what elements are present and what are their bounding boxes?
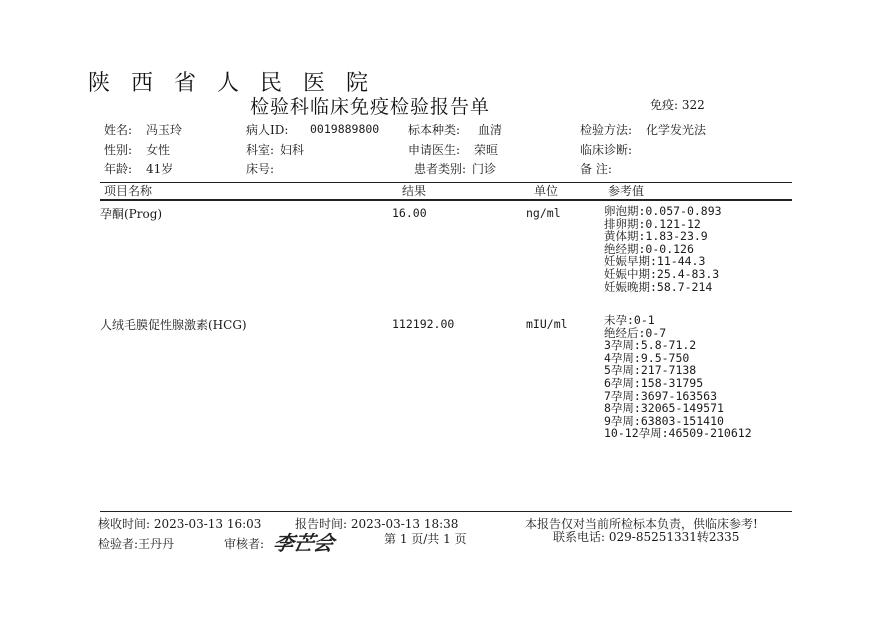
table-top-rule bbox=[100, 182, 792, 183]
name-label: 姓名: bbox=[104, 123, 133, 137]
reference-range: 绝经期:0-0.126 bbox=[604, 241, 694, 256]
reference-range: 未孕:0-1 bbox=[604, 313, 655, 327]
patient-age: 41岁 bbox=[146, 162, 174, 176]
reviewer-label: 审核者: bbox=[224, 537, 265, 551]
report-number: 免疫: 322 bbox=[650, 98, 705, 112]
hospital-name: 陕西省人民医院 bbox=[88, 71, 390, 96]
reference-range: 妊娠中期:25.4-83.3 bbox=[604, 266, 720, 281]
test-method: 化学发光法 bbox=[646, 123, 707, 137]
reference-range: 5孕周:217-7138 bbox=[604, 363, 697, 378]
patient-id: 0019889800 bbox=[310, 122, 380, 136]
examiner: 检验者:王丹丹 bbox=[98, 537, 175, 551]
dept-label: 科室: bbox=[246, 143, 275, 157]
reference-range: 7孕周:3697-163563 bbox=[604, 388, 718, 403]
reference-range: 9孕周:63803-151410 bbox=[604, 413, 724, 428]
requesting-doctor: 荣晅 bbox=[474, 143, 499, 157]
reference-range: 排卵期:0.121-12 bbox=[604, 216, 701, 231]
age-label: 年龄: bbox=[104, 162, 133, 176]
bed-label: 床号: bbox=[246, 162, 275, 176]
diagnosis-label: 临床诊断: bbox=[580, 143, 633, 157]
col-header-unit: 单位 bbox=[534, 184, 559, 198]
patient-sex: 女性 bbox=[146, 143, 171, 157]
sex-label: 性别: bbox=[104, 143, 133, 157]
col-header-result: 结果 bbox=[402, 184, 427, 198]
reference-range: 10-12孕周:46509-210612 bbox=[604, 426, 752, 441]
page-number: 第 1 页/共 1 页 bbox=[384, 532, 467, 546]
reference-range: 妊娠晚期:58.7-214 bbox=[604, 279, 713, 294]
reference-range: 妊娠早期:11-44.3 bbox=[604, 254, 706, 269]
patient-name: 冯玉玲 bbox=[146, 123, 183, 137]
reference-range: 4孕周:9.5-750 bbox=[604, 350, 690, 365]
report-time: 报告时间: 2023-03-13 18:38 bbox=[295, 517, 459, 531]
reference-range: 黄体期:1.83-23.9 bbox=[604, 229, 708, 244]
remark-label: 备 注: bbox=[580, 162, 612, 176]
reviewer-signature: 李芒会 bbox=[271, 531, 337, 555]
col-header-reference: 参考值 bbox=[608, 184, 645, 198]
category-label: 患者类别: bbox=[414, 162, 467, 176]
reference-list-prog bbox=[604, 205, 722, 293]
specimen-label: 标本种类: bbox=[408, 123, 461, 137]
method-label: 检验方法: bbox=[580, 123, 633, 137]
test-name-hcg: 人绒毛膜促性腺激素(HCG) bbox=[100, 318, 247, 332]
specimen-type: 血清 bbox=[478, 123, 503, 137]
patient-category: 门诊 bbox=[472, 162, 497, 176]
result-hcg: 112192.00 bbox=[392, 317, 455, 331]
col-header-item: 项目名称 bbox=[104, 184, 153, 198]
unit-prog: ng/ml bbox=[526, 206, 561, 220]
footer-rule bbox=[100, 511, 792, 512]
reference-range: 绝经后:0-7 bbox=[604, 325, 667, 340]
test-name-prog: 孕酮(Prog) bbox=[100, 207, 163, 221]
reference-range: 卵泡期:0.057-0.893 bbox=[604, 204, 722, 218]
doctor-label: 申请医生: bbox=[408, 143, 461, 157]
department: 妇科 bbox=[280, 143, 305, 157]
contact-phone: 联系电话: 029-85251331转2335 bbox=[553, 530, 740, 544]
disclaimer: 本报告仅对当前所检标本负责，供临床参考! bbox=[525, 517, 758, 531]
reference-range: 3孕周:5.8-71.2 bbox=[604, 338, 697, 353]
received-time: 核收时间: 2023-03-13 16:03 bbox=[98, 517, 262, 531]
table-header-rule bbox=[100, 199, 792, 201]
report-title: 检验科临床免疫检验报告单 bbox=[250, 96, 491, 118]
unit-hcg: mIU/ml bbox=[526, 317, 568, 331]
reference-range: 6孕周:158-31795 bbox=[604, 375, 704, 390]
patient-id-label: 病人ID: bbox=[246, 123, 289, 137]
reference-list-hcg bbox=[604, 314, 752, 440]
reference-range: 8孕周:32065-149571 bbox=[604, 401, 724, 416]
result-prog: 16.00 bbox=[392, 206, 427, 220]
